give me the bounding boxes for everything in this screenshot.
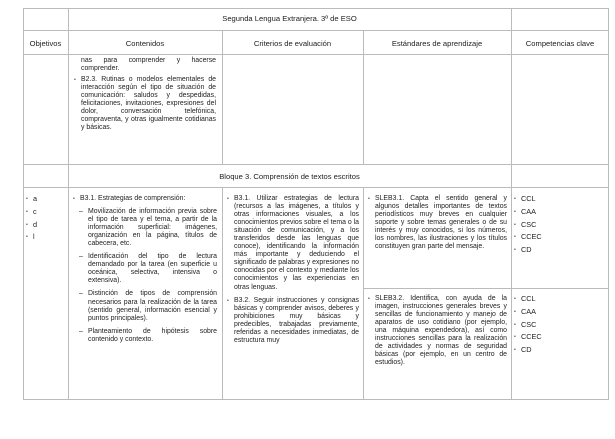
estandar-sleb32: SLEB3.2. Identifica, con ayuda de la imagen, instrucciones generales breves y sencillas de funcionamiento y manejo de aparatos de uso cotidiano (por ejemplo, una máquina expendedora), así como instrucciones sencillas para la realización de actividades y normas de seguridad básicas (por ejemplo, en un centro de estudios). — [375, 295, 507, 367]
contenidos-b31 — [73, 195, 217, 349]
rule-title — [23, 30, 609, 31]
competencia-item: CD — [521, 245, 532, 255]
header-estandares: Estándares de aprendizaje — [391, 39, 483, 48]
criterio-b31: B3.1. Utilizar estrategias de lectura (recursos a las imágenes, a títulos y otras informaciones visuales, a los conocimientos previos sobre el tema o la situación de comunicación, y a los transferidos desde las lenguas que conoce), identificando la información más importante y deduciendo el significado de palabras y expresiones no conocidas por el contexto y mediante los conocimientos y las experiencias en otras lenguas. — [234, 195, 359, 291]
rule-prev-block — [23, 164, 609, 165]
col-rule-1 — [68, 8, 69, 400]
prev-block-contenidos — [74, 57, 216, 132]
bullet-square-icon: ▪ — [514, 334, 516, 341]
competencia-item: CCL — [521, 194, 536, 203]
bloque3-title: Bloque 3. Comprensión de textos escritos — [219, 172, 360, 181]
objetivo-item: d — [33, 219, 38, 229]
competencia-item: CCL — [521, 294, 536, 303]
bullet-square-icon: ▪ — [26, 196, 28, 202]
estandar-sleb31-cell — [368, 195, 507, 251]
bullet-square-icon: ▪ — [514, 234, 516, 241]
rule-sle-split — [363, 288, 609, 289]
bullet-square-icon: ▪ — [227, 297, 229, 304]
col-rule-2 — [222, 30, 223, 165]
dash-icon: – — [79, 290, 83, 298]
rule-bloque3 — [23, 187, 609, 188]
bullet-square-icon: ▪ — [514, 208, 516, 215]
header-criterios: Criterios de evaluación — [253, 39, 332, 48]
bullet-square-icon: ▪ — [368, 196, 370, 202]
bullet-square-icon: ▪ — [26, 234, 28, 241]
dash-icon: – — [79, 208, 83, 216]
table-title: Segunda Lengua Extranjera. 3º de ESO — [222, 14, 357, 23]
bullet-square-icon: ▪ — [514, 308, 516, 315]
bullet-square-icon: ▪ — [514, 347, 516, 354]
content-b31-item: Planteamiento de hipótesis sobre contenido y contexto. — [88, 327, 217, 343]
bullet-square-icon: ▪ — [514, 196, 516, 202]
bullet-square-icon: ▪ — [368, 296, 370, 302]
bullet-square-icon: ▪ — [73, 196, 75, 202]
bullet-square-icon: ▪ — [514, 221, 516, 228]
content-b31-item: Movilización de información previa sobre el tipo de tarea y el tema, a partir de la información superficial: imágenes, organización en la página, títulos de cabecera, etc. — [88, 208, 217, 248]
competencia-item: CSC — [521, 319, 537, 329]
bullet-square-icon: ▪ — [26, 221, 28, 228]
objetivos-list — [26, 193, 66, 244]
competencia-item: CCEC — [521, 232, 542, 242]
bullet-square-icon: ▪ — [514, 321, 516, 328]
competencia-item: CCEC — [521, 332, 542, 342]
col-rule-3 — [363, 30, 364, 165]
dash-icon: – — [79, 327, 83, 335]
competencia-item: CAA — [521, 306, 537, 316]
objetivo-item: l — [33, 232, 35, 242]
content-b31-title: B3.1. Estrategias de comprensión: — [80, 195, 186, 202]
header-competencias: Competencias clave — [525, 39, 595, 48]
continuation-text: nas para comprender y hacerse comprender. — [81, 57, 216, 73]
content-b31-item: Identificación del tipo de lectura demandado por la tarea (en superficie u oceánica, selectiva, intensiva o extensiva). — [88, 253, 217, 285]
header-objetivos: Objetivos — [29, 39, 62, 48]
competencia-item: CD — [521, 345, 532, 355]
objetivo-item: a — [33, 194, 38, 203]
content-b31-item: Distinción de tipos de comprensión necesarios para la realización de la tarea (sentido general, información esencial y puntos principales). — [88, 290, 217, 322]
bullet-square-icon: ▪ — [227, 196, 229, 202]
objetivo-item: c — [33, 206, 37, 216]
criterio-b32: B3.2. Seguir instrucciones y consignas básicas y comprender avisos, deberes y prohibiciones muy básicas y predecibles, trabajadas previamente, referidas a necesidades inmediatas, de estructura muy — [234, 296, 359, 344]
col-rule-2b — [222, 187, 223, 400]
rule-headers — [23, 54, 609, 55]
col-rule-3b — [363, 187, 364, 400]
bullet-square-icon: ▪ — [74, 77, 76, 84]
estandar-sleb32-cell — [368, 295, 507, 367]
competencias-list-2 — [514, 293, 604, 357]
dash-icon: – — [79, 253, 83, 261]
competencia-item: CAA — [521, 206, 537, 216]
bullet-square-icon: ▪ — [26, 208, 28, 215]
content-b23: B2.3. Rutinas o modelos elementales de interacción según el tipo de situación de comunicación: saludos y despedidas, felicitaciones, invitaciones, expresiones del dolor, conversación telefónica, compraventa, y otras igualmente cotidianas y básicas. — [81, 76, 216, 132]
competencias-list-1 — [514, 193, 604, 257]
col-rule-5 — [511, 8, 512, 400]
header-contenidos: Contenidos — [125, 39, 165, 48]
bullet-square-icon: ▪ — [514, 296, 516, 302]
criterios-cell — [227, 195, 359, 345]
bullet-square-icon: ▪ — [514, 247, 516, 254]
competencia-item: CSC — [521, 219, 537, 229]
estandar-sleb31: SLEB3.1. Capta el sentido general y algunos detalles importantes de textos periodísticos muy breves en cualquier soporte y sobre temas generales o de su interés y muy conocidos, si los números, los nombres, las ilustraciones y los títulos constituyen gran parte del mensaje. — [375, 195, 507, 251]
